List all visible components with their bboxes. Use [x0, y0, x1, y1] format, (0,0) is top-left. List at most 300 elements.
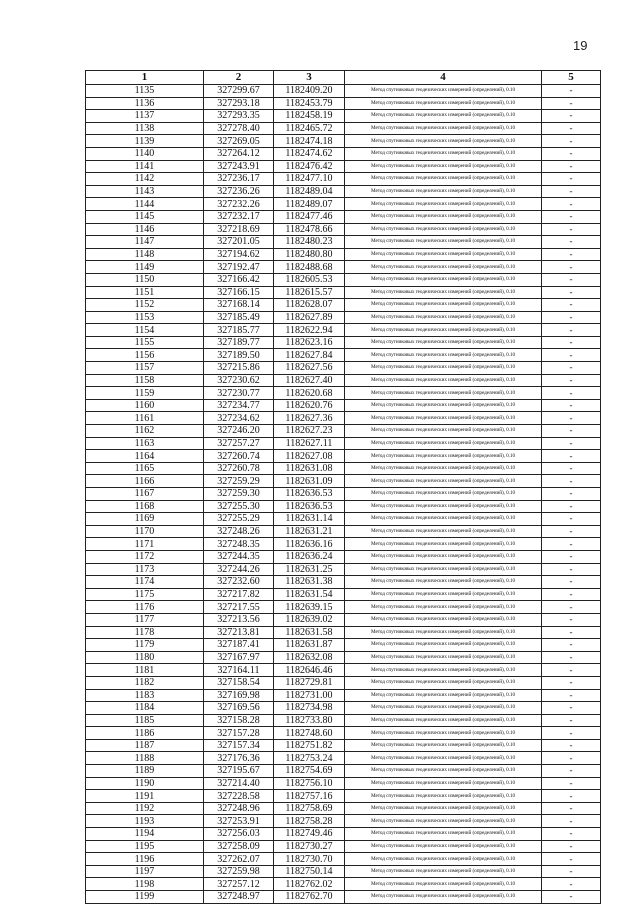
table-row	[86, 97, 601, 110]
description-cell: -	[542, 563, 601, 576]
x-coordinate-cell: 327213.81	[204, 626, 274, 639]
x-coordinate-cell: 327176.36	[204, 752, 274, 765]
description-cell: -	[542, 538, 601, 551]
table-row	[86, 362, 601, 375]
description-cell: -	[542, 752, 601, 765]
y-coordinate-cell: 1182636.16	[274, 538, 345, 551]
table-body	[86, 85, 601, 904]
table-row	[86, 147, 601, 160]
table-row	[86, 601, 601, 614]
y-coordinate-cell: 1182477.46	[274, 210, 345, 223]
point-number-cell: 1145	[86, 210, 204, 223]
x-coordinate-cell: 327164.11	[204, 664, 274, 677]
y-coordinate-cell: 1182631.58	[274, 626, 345, 639]
point-number-cell: 1180	[86, 651, 204, 664]
description-cell: -	[542, 311, 601, 324]
x-coordinate-cell: 327228.58	[204, 790, 274, 803]
x-coordinate-cell: 327166.15	[204, 286, 274, 299]
method-cell: Метод спутниковых геодезических измерений (определений), 0.10	[345, 286, 542, 299]
point-number-cell: 1194	[86, 828, 204, 841]
x-coordinate-cell: 327260.74	[204, 450, 274, 463]
table-row	[86, 160, 601, 173]
y-coordinate-cell: 1182754.69	[274, 765, 345, 778]
point-number-cell: 1167	[86, 488, 204, 501]
method-cell: Метод спутниковых геодезических измерений (определений), 0.10	[345, 248, 542, 261]
description-cell: -	[542, 550, 601, 563]
point-number-cell: 1192	[86, 802, 204, 815]
y-coordinate-cell: 1182622.94	[274, 324, 345, 337]
table-row	[86, 613, 601, 626]
y-coordinate-cell: 1182480.23	[274, 236, 345, 249]
method-cell: Метод спутниковых геодезических измерений (определений), 0.10	[345, 790, 542, 803]
y-coordinate-cell: 1182758.28	[274, 815, 345, 828]
method-cell: Метод спутниковых геодезических измерений (определений), 0.10	[345, 122, 542, 135]
point-number-cell: 1142	[86, 173, 204, 186]
y-coordinate-cell: 1182762.70	[274, 891, 345, 904]
table-row	[86, 85, 601, 98]
table-row	[86, 173, 601, 186]
x-coordinate-cell: 327299.67	[204, 85, 274, 98]
point-number-cell: 1189	[86, 765, 204, 778]
method-cell: Метод спутниковых геодезических измерений (определений), 0.10	[345, 362, 542, 375]
method-cell: Метод спутниковых геодезических измерений (определений), 0.10	[345, 311, 542, 324]
point-number-cell: 1182	[86, 676, 204, 689]
description-cell: -	[542, 525, 601, 538]
description-cell: -	[542, 97, 601, 110]
point-number-cell: 1170	[86, 525, 204, 538]
method-cell: Метод спутниковых геодезических измерений (определений), 0.10	[345, 815, 542, 828]
description-cell: -	[542, 777, 601, 790]
y-coordinate-cell: 1182636.24	[274, 550, 345, 563]
point-number-cell: 1139	[86, 135, 204, 148]
x-coordinate-cell: 327158.28	[204, 714, 274, 727]
table-row	[86, 802, 601, 815]
table-row	[86, 765, 601, 778]
y-coordinate-cell: 1182631.38	[274, 576, 345, 589]
method-cell: Метод спутниковых геодезических измерений (определений), 0.10	[345, 135, 542, 148]
table-row	[86, 727, 601, 740]
table-row	[86, 425, 601, 438]
point-number-cell: 1137	[86, 110, 204, 123]
y-coordinate-cell: 1182631.21	[274, 525, 345, 538]
x-coordinate-cell: 327248.97	[204, 891, 274, 904]
table-header-row	[86, 71, 601, 85]
method-cell: Метод спутниковых геодезических измерений (определений), 0.10	[345, 689, 542, 702]
method-cell: Метод спутниковых геодезических измерений (определений), 0.10	[345, 563, 542, 576]
point-number-cell: 1190	[86, 777, 204, 790]
point-number-cell: 1175	[86, 588, 204, 601]
x-coordinate-cell: 327236.17	[204, 173, 274, 186]
table-row	[86, 891, 601, 904]
method-cell: Метод спутниковых геодезических измерений (определений), 0.10	[345, 336, 542, 349]
table-row	[86, 790, 601, 803]
method-cell: Метод спутниковых геодезических измерений (определений), 0.10	[345, 437, 542, 450]
y-coordinate-cell: 1182627.36	[274, 412, 345, 425]
x-coordinate-cell: 327189.77	[204, 336, 274, 349]
point-number-cell: 1171	[86, 538, 204, 551]
point-number-cell: 1183	[86, 689, 204, 702]
y-coordinate-cell: 1182489.04	[274, 185, 345, 198]
method-cell: Метод спутниковых геодезических измерений (определений), 0.10	[345, 236, 542, 249]
point-number-cell: 1199	[86, 891, 204, 904]
x-coordinate-cell: 327243.91	[204, 160, 274, 173]
y-coordinate-cell: 1182750.14	[274, 865, 345, 878]
table-row	[86, 198, 601, 211]
description-cell: -	[542, 639, 601, 652]
method-cell: Метод спутниковых геодезических измерений (определений), 0.10	[345, 273, 542, 286]
x-coordinate-cell: 327236.26	[204, 185, 274, 198]
method-cell: Метод спутниковых геодезических измерений (определений), 0.10	[345, 878, 542, 891]
description-cell: -	[542, 324, 601, 337]
y-coordinate-cell: 1182627.89	[274, 311, 345, 324]
x-coordinate-cell: 327230.62	[204, 374, 274, 387]
point-number-cell: 1172	[86, 550, 204, 563]
table-row	[86, 752, 601, 765]
point-number-cell: 1166	[86, 475, 204, 488]
table-row	[86, 299, 601, 312]
y-coordinate-cell: 1182758.69	[274, 802, 345, 815]
description-cell: -	[542, 210, 601, 223]
description-cell: -	[542, 198, 601, 211]
x-coordinate-cell: 327194.62	[204, 248, 274, 261]
table-row	[86, 840, 601, 853]
table-row	[86, 437, 601, 450]
point-number-cell: 1178	[86, 626, 204, 639]
method-cell: Метод спутниковых геодезических измерений (определений), 0.10	[345, 160, 542, 173]
method-cell: Метод спутниковых геодезических измерений (определений), 0.10	[345, 639, 542, 652]
point-number-cell: 1174	[86, 576, 204, 589]
y-coordinate-cell: 1182615.57	[274, 286, 345, 299]
y-coordinate-cell: 1182730.70	[274, 853, 345, 866]
description-cell: -	[542, 122, 601, 135]
description-cell: -	[542, 412, 601, 425]
description-cell: -	[542, 336, 601, 349]
y-coordinate-cell: 1182636.53	[274, 488, 345, 501]
description-cell: -	[542, 85, 601, 98]
method-cell: Метод спутниковых геодезических измерений (определений), 0.10	[345, 173, 542, 186]
point-number-cell: 1154	[86, 324, 204, 337]
y-coordinate-cell: 1182632.08	[274, 651, 345, 664]
x-coordinate-cell: 327232.17	[204, 210, 274, 223]
method-cell: Метод спутниковых геодезических измерений (определений), 0.10	[345, 500, 542, 513]
y-coordinate-cell: 1182474.62	[274, 147, 345, 160]
x-coordinate-cell: 327218.69	[204, 223, 274, 236]
y-coordinate-cell: 1182762.02	[274, 878, 345, 891]
y-coordinate-cell: 1182631.08	[274, 462, 345, 475]
x-coordinate-cell: 327213.56	[204, 613, 274, 626]
column-header-3: 3	[274, 71, 345, 85]
method-cell: Метод спутниковых геодезических измерений (определений), 0.10	[345, 613, 542, 626]
y-coordinate-cell: 1182489.07	[274, 198, 345, 211]
point-number-cell: 1159	[86, 387, 204, 400]
x-coordinate-cell: 327269.05	[204, 135, 274, 148]
description-cell: -	[542, 135, 601, 148]
table-row	[86, 689, 601, 702]
method-cell: Метод спутниковых геодезических измерений (определений), 0.10	[345, 727, 542, 740]
method-cell: Метод спутниковых геодезических измерений (определений), 0.10	[345, 450, 542, 463]
x-coordinate-cell: 327195.67	[204, 765, 274, 778]
description-cell: -	[542, 160, 601, 173]
point-number-cell: 1184	[86, 702, 204, 715]
column-header-5: 5	[542, 71, 601, 85]
x-coordinate-cell: 327189.50	[204, 349, 274, 362]
point-number-cell: 1186	[86, 727, 204, 740]
y-coordinate-cell: 1182636.53	[274, 500, 345, 513]
y-coordinate-cell: 1182748.60	[274, 727, 345, 740]
point-number-cell: 1187	[86, 739, 204, 752]
table-row	[86, 550, 601, 563]
table-row	[86, 286, 601, 299]
method-cell: Метод спутниковых геодезических измерений (определений), 0.10	[345, 588, 542, 601]
x-coordinate-cell: 327230.77	[204, 387, 274, 400]
table-row	[86, 626, 601, 639]
table-row	[86, 475, 601, 488]
y-coordinate-cell: 1182627.56	[274, 362, 345, 375]
description-cell: -	[542, 248, 601, 261]
y-coordinate-cell: 1182631.09	[274, 475, 345, 488]
x-coordinate-cell: 327264.12	[204, 147, 274, 160]
x-coordinate-cell: 327158.54	[204, 676, 274, 689]
x-coordinate-cell: 327293.35	[204, 110, 274, 123]
description-cell: -	[542, 425, 601, 438]
description-cell: -	[542, 387, 601, 400]
description-cell: -	[542, 349, 601, 362]
method-cell: Метод спутниковых геодезических измерений (определений), 0.10	[345, 513, 542, 526]
description-cell: -	[542, 500, 601, 513]
x-coordinate-cell: 327257.12	[204, 878, 274, 891]
method-cell: Метод спутниковых геодезических измерений (определений), 0.10	[345, 198, 542, 211]
table-row	[86, 500, 601, 513]
point-number-cell: 1181	[86, 664, 204, 677]
column-header-1: 1	[86, 71, 204, 85]
x-coordinate-cell: 327259.29	[204, 475, 274, 488]
method-cell: Метод спутниковых геодезических измерений (определений), 0.10	[345, 525, 542, 538]
table-row	[86, 639, 601, 652]
x-coordinate-cell: 327255.30	[204, 500, 274, 513]
description-cell: -	[542, 714, 601, 727]
y-coordinate-cell: 1182757.16	[274, 790, 345, 803]
description-cell: -	[542, 891, 601, 904]
method-cell: Метод спутниковых геодезических измерений (определений), 0.10	[345, 97, 542, 110]
description-cell: -	[542, 261, 601, 274]
point-number-cell: 1146	[86, 223, 204, 236]
point-number-cell: 1143	[86, 185, 204, 198]
table-row	[86, 739, 601, 752]
method-cell: Метод спутниковых геодезических измерений (определений), 0.10	[345, 412, 542, 425]
x-coordinate-cell: 327185.77	[204, 324, 274, 337]
coordinates-table	[85, 70, 601, 904]
point-number-cell: 1135	[86, 85, 204, 98]
y-coordinate-cell: 1182627.23	[274, 425, 345, 438]
y-coordinate-cell: 1182478.66	[274, 223, 345, 236]
description-cell: -	[542, 853, 601, 866]
point-number-cell: 1141	[86, 160, 204, 173]
point-number-cell: 1163	[86, 437, 204, 450]
table-row	[86, 865, 601, 878]
point-number-cell: 1165	[86, 462, 204, 475]
y-coordinate-cell: 1182488.68	[274, 261, 345, 274]
point-number-cell: 1158	[86, 374, 204, 387]
x-coordinate-cell: 327157.34	[204, 739, 274, 752]
table-row	[86, 261, 601, 274]
description-cell: -	[542, 462, 601, 475]
point-number-cell: 1152	[86, 299, 204, 312]
method-cell: Метод спутниковых геодезических измерений (определений), 0.10	[345, 349, 542, 362]
description-cell: -	[542, 236, 601, 249]
method-cell: Метод спутниковых геодезических измерений (определений), 0.10	[345, 651, 542, 664]
description-cell: -	[542, 147, 601, 160]
x-coordinate-cell: 327258.09	[204, 840, 274, 853]
point-number-cell: 1179	[86, 639, 204, 652]
y-coordinate-cell: 1182620.76	[274, 399, 345, 412]
y-coordinate-cell: 1182639.15	[274, 601, 345, 614]
method-cell: Метод спутниковых геодезических измерений (определений), 0.10	[345, 185, 542, 198]
y-coordinate-cell: 1182730.27	[274, 840, 345, 853]
x-coordinate-cell: 327234.62	[204, 412, 274, 425]
x-coordinate-cell: 327259.98	[204, 865, 274, 878]
table-row	[86, 336, 601, 349]
table-row	[86, 412, 601, 425]
point-number-cell: 1177	[86, 613, 204, 626]
method-cell: Метод спутниковых геодезических измерений (определений), 0.10	[345, 576, 542, 589]
y-coordinate-cell: 1182627.11	[274, 437, 345, 450]
y-coordinate-cell: 1182458.19	[274, 110, 345, 123]
method-cell: Метод спутниковых геодезических измерений (определений), 0.10	[345, 828, 542, 841]
table-row	[86, 488, 601, 501]
method-cell: Метод спутниковых геодезических измерений (определений), 0.10	[345, 739, 542, 752]
y-coordinate-cell: 1182631.54	[274, 588, 345, 601]
y-coordinate-cell: 1182476.42	[274, 160, 345, 173]
description-cell: -	[542, 601, 601, 614]
table-row	[86, 878, 601, 891]
description-cell: -	[542, 110, 601, 123]
description-cell: -	[542, 362, 601, 375]
x-coordinate-cell: 327232.26	[204, 198, 274, 211]
description-cell: -	[542, 702, 601, 715]
description-cell: -	[542, 689, 601, 702]
x-coordinate-cell: 327253.91	[204, 815, 274, 828]
point-number-cell: 1173	[86, 563, 204, 576]
point-number-cell: 1144	[86, 198, 204, 211]
point-number-cell: 1156	[86, 349, 204, 362]
table-row	[86, 450, 601, 463]
y-coordinate-cell: 1182465.72	[274, 122, 345, 135]
x-coordinate-cell: 327244.26	[204, 563, 274, 576]
table-row	[86, 273, 601, 286]
point-number-cell: 1161	[86, 412, 204, 425]
table-row	[86, 651, 601, 664]
point-number-cell: 1160	[86, 399, 204, 412]
table-row	[86, 387, 601, 400]
description-cell: -	[542, 223, 601, 236]
point-number-cell: 1150	[86, 273, 204, 286]
method-cell: Метод спутниковых геодезических измерений (определений), 0.10	[345, 626, 542, 639]
table-row	[86, 576, 601, 589]
description-cell: -	[542, 437, 601, 450]
description-cell: -	[542, 588, 601, 601]
point-number-cell: 1148	[86, 248, 204, 261]
method-cell: Метод спутниковых геодезических измерений (определений), 0.10	[345, 891, 542, 904]
description-cell: -	[542, 790, 601, 803]
description-cell: -	[542, 450, 601, 463]
y-coordinate-cell: 1182646.46	[274, 664, 345, 677]
x-coordinate-cell: 327201.05	[204, 236, 274, 249]
x-coordinate-cell: 327185.49	[204, 311, 274, 324]
table-row	[86, 185, 601, 198]
table-row	[86, 538, 601, 551]
x-coordinate-cell: 327215.86	[204, 362, 274, 375]
table-row	[86, 223, 601, 236]
description-cell: -	[542, 739, 601, 752]
x-coordinate-cell: 327246.20	[204, 425, 274, 438]
method-cell: Метод спутниковых геодезических измерений (определений), 0.10	[345, 802, 542, 815]
point-number-cell: 1157	[86, 362, 204, 375]
method-cell: Метод спутниковых геодезических измерений (определений), 0.10	[345, 210, 542, 223]
point-number-cell: 1188	[86, 752, 204, 765]
x-coordinate-cell: 327259.30	[204, 488, 274, 501]
x-coordinate-cell: 327234.77	[204, 399, 274, 412]
method-cell: Метод спутниковых геодезических измерений (определений), 0.10	[345, 374, 542, 387]
y-coordinate-cell: 1182627.84	[274, 349, 345, 362]
method-cell: Метод спутниковых геодезических измерений (определений), 0.10	[345, 425, 542, 438]
method-cell: Метод спутниковых геодезических измерений (определений), 0.10	[345, 676, 542, 689]
description-cell: -	[542, 727, 601, 740]
x-coordinate-cell: 327248.26	[204, 525, 274, 538]
description-cell: -	[542, 613, 601, 626]
description-cell: -	[542, 626, 601, 639]
point-number-cell: 1195	[86, 840, 204, 853]
point-number-cell: 1197	[86, 865, 204, 878]
y-coordinate-cell: 1182756.10	[274, 777, 345, 790]
y-coordinate-cell: 1182631.87	[274, 639, 345, 652]
y-coordinate-cell: 1182474.18	[274, 135, 345, 148]
point-number-cell: 1140	[86, 147, 204, 160]
y-coordinate-cell: 1182628.07	[274, 299, 345, 312]
column-header-4: 4	[345, 71, 542, 85]
x-coordinate-cell: 327157.28	[204, 727, 274, 740]
description-cell: -	[542, 475, 601, 488]
y-coordinate-cell: 1182749.46	[274, 828, 345, 841]
description-cell: -	[542, 878, 601, 891]
y-coordinate-cell: 1182453.79	[274, 97, 345, 110]
point-number-cell: 1155	[86, 336, 204, 349]
point-number-cell: 1193	[86, 815, 204, 828]
method-cell: Метод спутниковых геодезических измерений (определений), 0.10	[345, 462, 542, 475]
method-cell: Метод спутниковых геодезических измерений (определений), 0.10	[345, 147, 542, 160]
x-coordinate-cell: 327217.82	[204, 588, 274, 601]
table-row	[86, 462, 601, 475]
x-coordinate-cell: 327293.18	[204, 97, 274, 110]
table-row	[86, 110, 601, 123]
point-number-cell: 1138	[86, 122, 204, 135]
method-cell: Метод спутниковых геодезических измерений (определений), 0.10	[345, 85, 542, 98]
y-coordinate-cell: 1182409.20	[274, 85, 345, 98]
x-coordinate-cell: 327256.03	[204, 828, 274, 841]
method-cell: Метод спутниковых геодезических измерений (определений), 0.10	[345, 752, 542, 765]
y-coordinate-cell: 1182631.14	[274, 513, 345, 526]
method-cell: Метод спутниковых геодезических измерений (определений), 0.10	[345, 550, 542, 563]
method-cell: Метод спутниковых геодезических измерений (определений), 0.10	[345, 475, 542, 488]
x-coordinate-cell: 327217.55	[204, 601, 274, 614]
x-coordinate-cell: 327232.60	[204, 576, 274, 589]
point-number-cell: 1151	[86, 286, 204, 299]
x-coordinate-cell: 327169.56	[204, 702, 274, 715]
table-row	[86, 815, 601, 828]
point-number-cell: 1147	[86, 236, 204, 249]
table-row	[86, 513, 601, 526]
y-coordinate-cell: 1182627.40	[274, 374, 345, 387]
description-cell: -	[542, 286, 601, 299]
